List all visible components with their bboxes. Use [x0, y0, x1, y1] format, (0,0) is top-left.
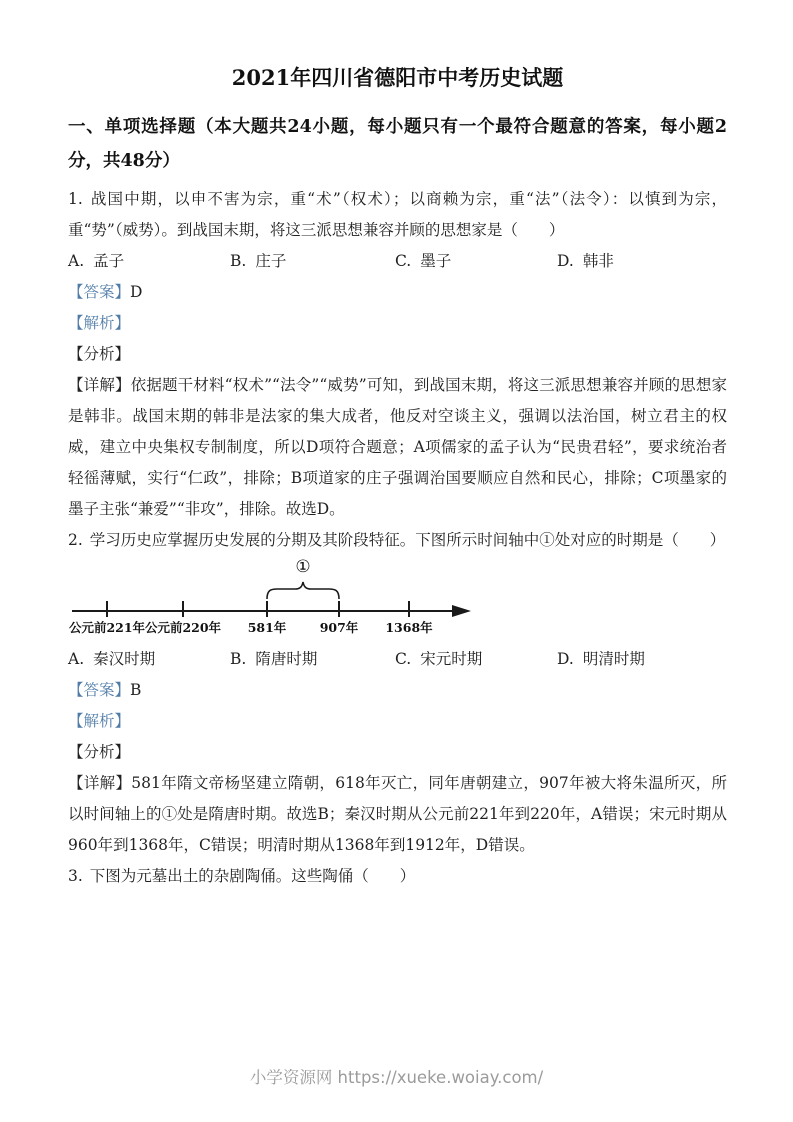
question-2-text: 学习历史应掌握历史发展的分期及其阶段特征。下图所示时间轴中①处对应的时期是（ ）	[89, 531, 726, 549]
option-b-text: 庄子	[255, 252, 287, 270]
jiexi-tag: 【解析】	[68, 314, 131, 332]
fenxi-line	[68, 339, 727, 370]
detail-text: 581年隋文帝杨坚建立隋朝，618年灭亡，同年唐朝建立，907年被大将朱温所灭，所以时间轴上的①处是隋唐时期。故选B；秦汉时期从公元前221年到220年，A错误；宋元时期从960年到1368年，C错误；明清时期从1368年到1912年，D错误。	[68, 774, 727, 854]
timeline-figure	[68, 559, 500, 643]
option-d-text: 韩非	[582, 252, 614, 270]
option-a	[68, 246, 230, 277]
timeline-marker-circled-1: ①	[295, 557, 311, 577]
answer-value: B	[130, 681, 142, 699]
answer-tag: 【答案】	[68, 283, 131, 301]
option-a-label: A.	[68, 650, 85, 668]
footer-text: 小学资源网 https://xueke.woiay.com/	[249, 1068, 544, 1087]
answer-line	[68, 277, 727, 308]
question-3-stem	[68, 861, 727, 892]
answer-value: D	[130, 283, 143, 301]
timeline-label-907: 907年	[319, 620, 359, 635]
fenxi-tag: 【分析】	[68, 345, 131, 363]
question-3-text: 下图为元墓出土的杂剧陶俑。这些陶俑（ ）	[89, 867, 416, 885]
jiexi-line	[68, 308, 727, 339]
option-a-label: A.	[68, 252, 85, 270]
option-c	[395, 246, 557, 277]
timeline-label-bc220: 公元前220年	[144, 620, 222, 635]
question-block-2	[68, 525, 727, 861]
brace-shape	[267, 582, 339, 599]
timeline-label-bc221: 公元前221年	[68, 620, 146, 635]
jiexi-tag: 【解析】	[68, 712, 131, 730]
option-a-text: 孟子	[93, 252, 125, 270]
option-b	[230, 644, 395, 675]
timeline-label-1368: 1368年	[385, 620, 433, 635]
option-c-text: 宋元时期	[420, 650, 483, 668]
question-3-number: 3.	[68, 867, 83, 885]
detail-text: 依据题干材料“权术”“法令”“威势”可知，到战国末期，将这三派思想兼容并顾的思想家是韩非。战国末期的韩非是法家的集大成者，他反对空谈主义，强调以法治国，树立君主的权威，建立中央集权专制制度，所以D项符合题意；A项儒家的孟子认为“民贵君轻”，要求统治者轻徭薄赋，实行“仁政”，排除；B项道家的庄子强调治国要顺应自然和民心，排除；C项墨家的墨子主张“兼爱”“非攻”，排除。故选D。	[68, 376, 727, 518]
question-2-number: 2.	[68, 531, 83, 549]
option-d	[557, 644, 727, 675]
xiangjie-tag: 【详解】	[68, 376, 131, 394]
question-2-stem	[68, 525, 727, 556]
question-1-text: 战国中期，以申不害为宗，重“术”（权术）；以商赖为宗，重“法”（法令）：以慎到为宗，重“势”（威势）。到战国末期，将这三派思想兼容并顾的思想家是（ ）	[68, 190, 727, 239]
fenxi-line	[68, 737, 727, 768]
option-b	[230, 246, 395, 277]
jiexi-line	[68, 706, 727, 737]
xiangjie-tag: 【详解】	[68, 774, 132, 792]
question-block-3	[68, 861, 727, 892]
timeline-label-581: 581年	[247, 620, 287, 635]
option-a-text: 秦汉时期	[93, 650, 156, 668]
option-c-label: C.	[395, 650, 412, 668]
option-b-text: 隋唐时期	[255, 650, 318, 668]
option-d-text: 明清时期	[582, 650, 645, 668]
option-a	[68, 644, 230, 675]
detail-paragraph	[68, 370, 727, 525]
detail-paragraph	[68, 768, 727, 861]
fenxi-tag: 【分析】	[68, 743, 131, 761]
option-c	[395, 644, 557, 675]
option-d	[557, 246, 727, 277]
section-header: 一、单项选择题（本大题共24小题，每小题只有一个最符合题意的答案，每小题2分，共48分）	[68, 117, 727, 171]
option-d-label: D.	[557, 252, 574, 270]
question-1-number: 1.	[68, 190, 83, 208]
option-c-text: 墨子	[420, 252, 452, 270]
question-1-options	[68, 246, 727, 277]
answer-tag: 【答案】	[68, 681, 131, 699]
page-footer	[0, 1064, 793, 1088]
option-b-label: B.	[230, 650, 247, 668]
option-b-label: B.	[230, 252, 247, 270]
question-2-options	[68, 644, 727, 675]
option-d-label: D.	[557, 650, 574, 668]
question-1-stem	[68, 184, 727, 246]
answer-line	[68, 675, 727, 706]
question-block-1	[68, 184, 727, 525]
option-c-label: C.	[395, 252, 412, 270]
page-title: 2021年四川省德阳市中考历史试题	[231, 65, 564, 90]
